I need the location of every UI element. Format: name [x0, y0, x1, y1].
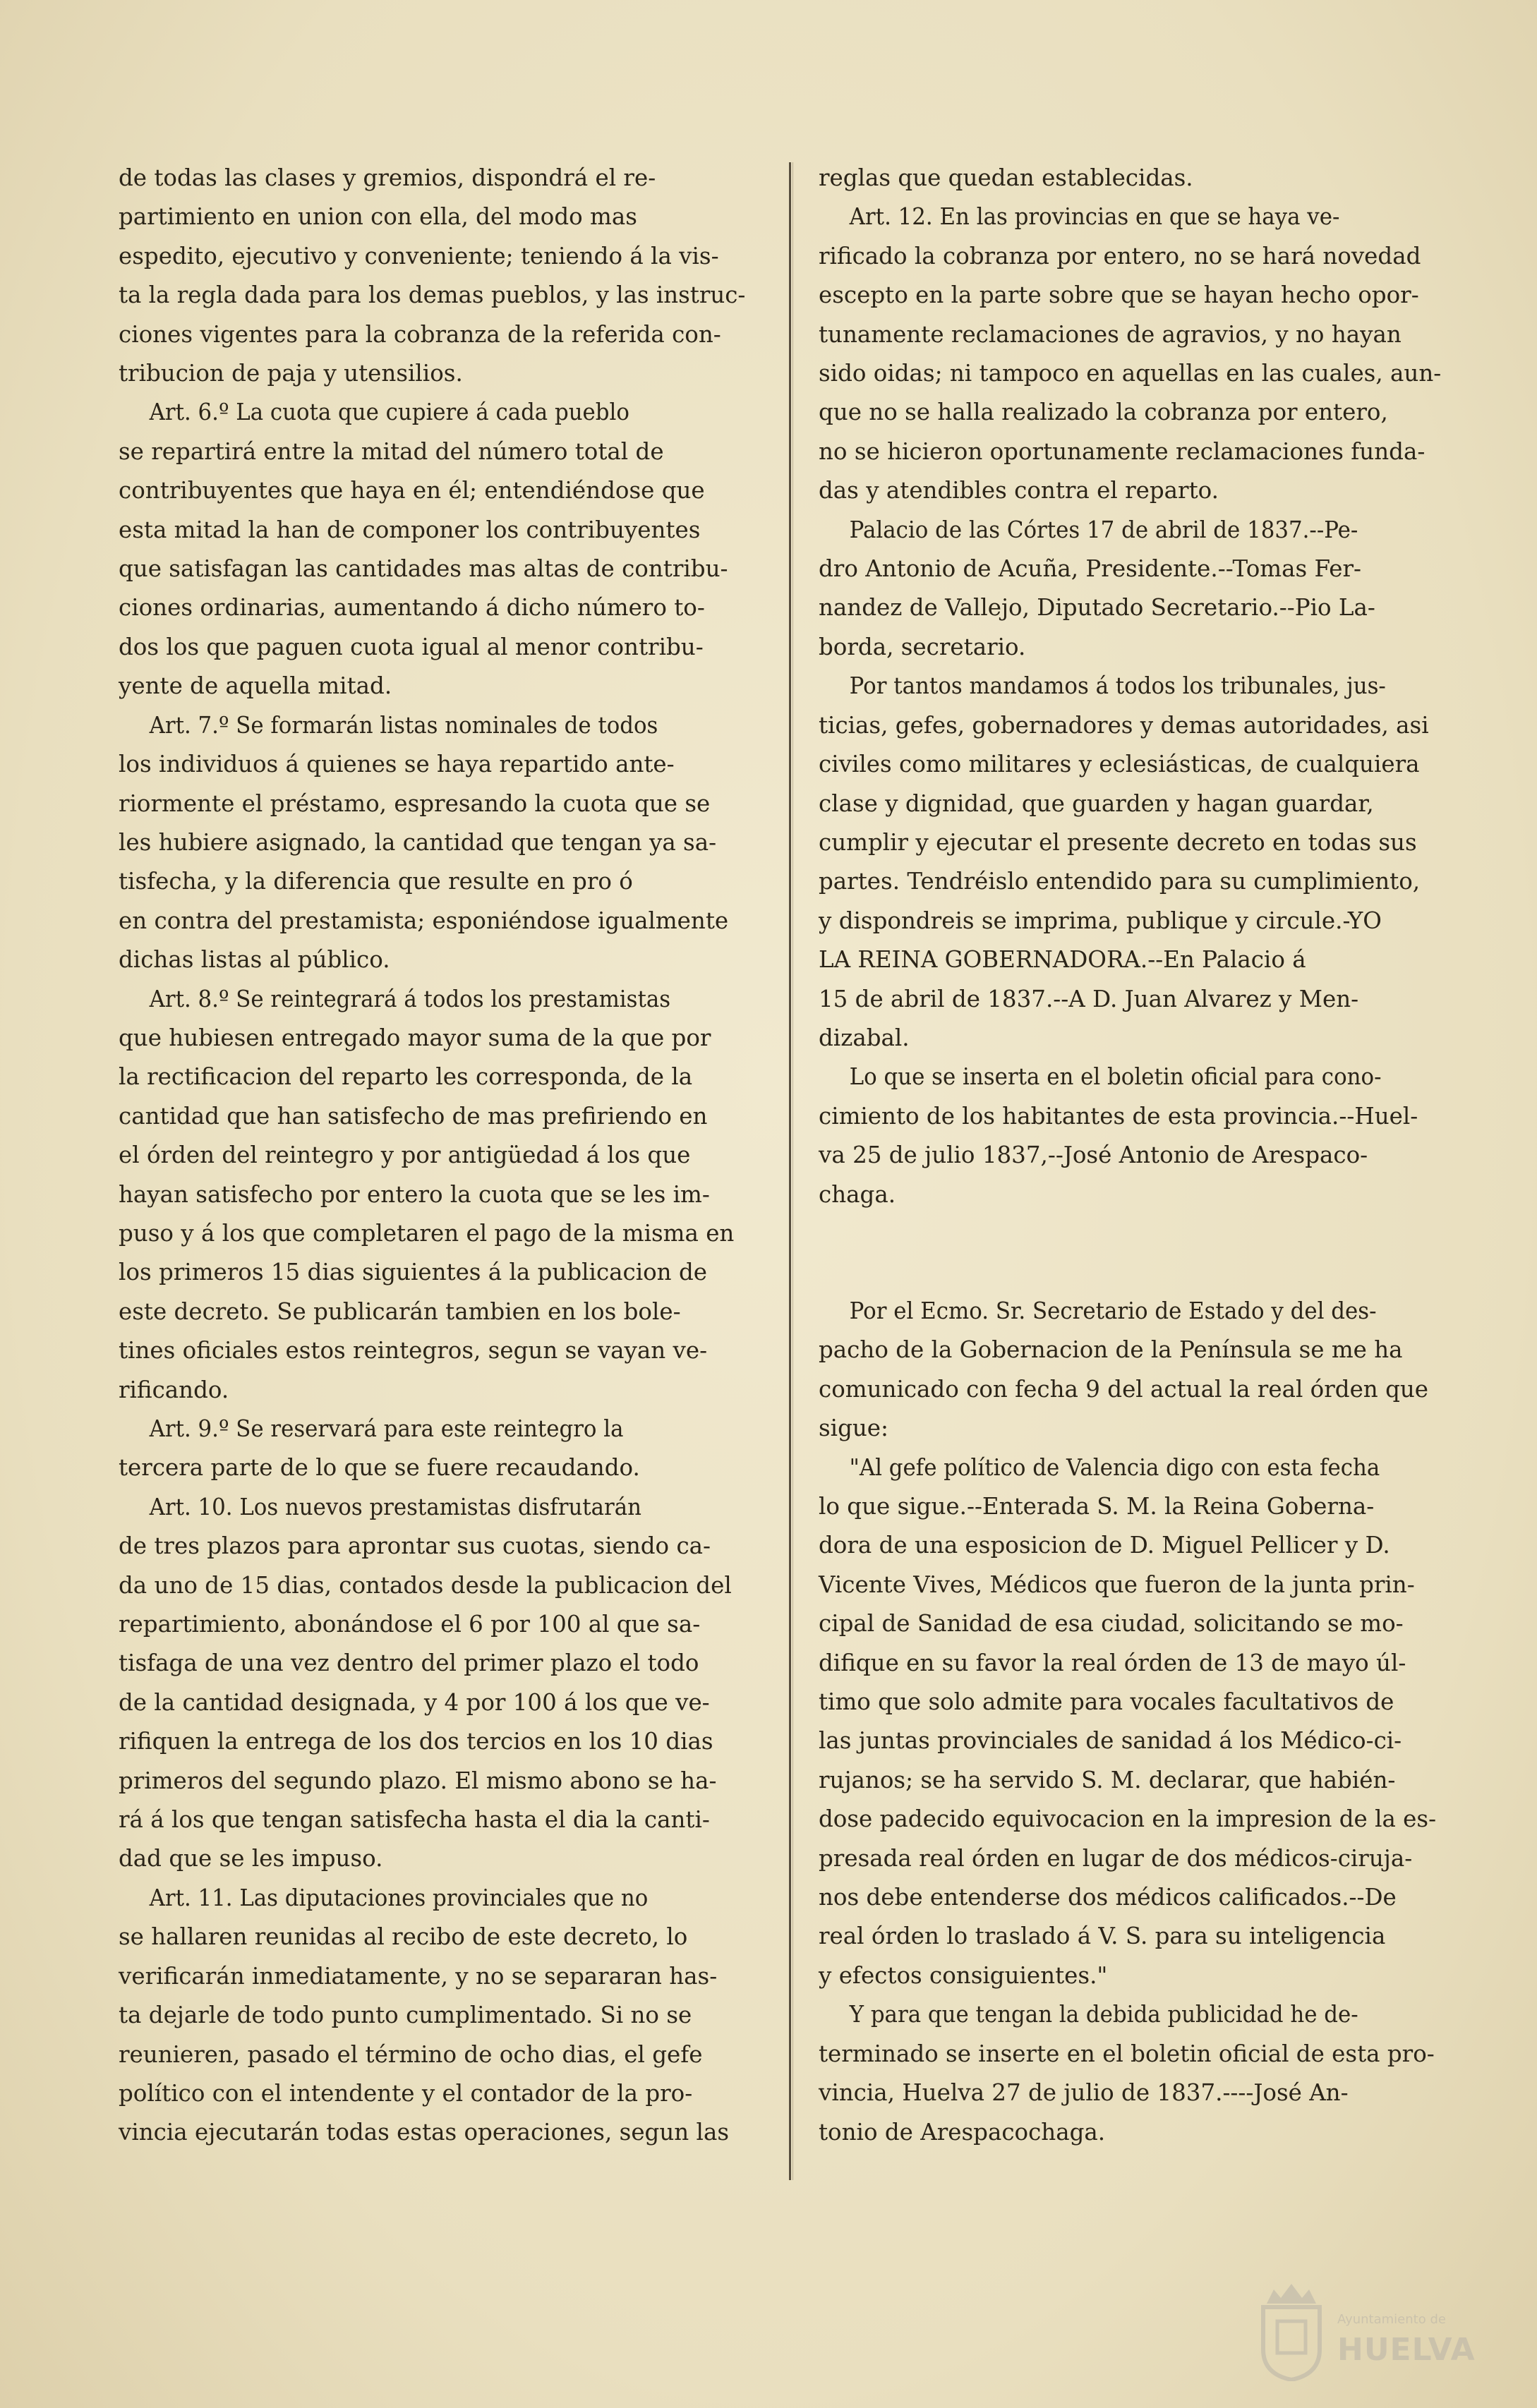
text-line: tines oficiales estos reintegros, segun se vayan ve- [119, 1337, 708, 1365]
text-line: vincia, Huelva 27 de julio de 1837.----José An- [819, 2079, 1349, 2107]
text-line: se repartirá entre la mitad del número total de [119, 437, 664, 465]
text-line: presada real órden en lugar de dos médicos-ciruja- [819, 1844, 1413, 1872]
text-line: rificado la cobranza por entero, no se hará novedad [819, 242, 1421, 270]
text-line: de todas las clases y gremios, dispondrá el re- [119, 164, 656, 191]
text-line: ta dejarle de todo punto cumplimentado. Si no se [119, 2002, 692, 2029]
text-line: LA REINA GOBERNADORA.--En Palacio á [819, 946, 1306, 974]
text-line: de tres plazos para aprontar sus cuotas, siendo ca- [119, 1532, 711, 1560]
text-line: de la cantidad designada, y 4 por 100 á los que ve- [119, 1688, 710, 1716]
text-line: tonio de Arespacochaga. [819, 2118, 1106, 2146]
paragraph [819, 198, 1454, 510]
text-line: Lo que se inserta en el boletin oficial para cono- [849, 1063, 1382, 1091]
text-line: borda, secretario. [819, 633, 1026, 660]
text-line: Art. 9.º Se reservará para este reintegro la [149, 1415, 624, 1442]
text-line: nos debe entenderse dos médicos calificados.--De [819, 1884, 1397, 1911]
watermark-brand: HUELVA [1337, 2332, 1476, 2368]
text-line: rificando. [119, 1376, 229, 1403]
text-line: clase y dignidad, que guarden y hagan guardar, [819, 789, 1374, 817]
text-line: "Al gefe político de Valencia digo con esta fecha [849, 1453, 1380, 1481]
text-line: puso y á los que completaren el pago de la misma en [119, 1219, 735, 1247]
text-line: real órden lo traslado á V. S. para su inteligencia [819, 1923, 1386, 1950]
crest-icon [1253, 2275, 1330, 2381]
left-column [119, 159, 745, 2153]
text-line: partimiento en union con ella, del modo mas [119, 203, 637, 231]
text-line: riormente el préstamo, espresando la cuota que se [119, 789, 711, 817]
column-divider [789, 162, 791, 2180]
text-line: en contra del prestamista; esponiéndose igualmente [119, 907, 729, 934]
text-line: rujanos; se ha servido S. M. declarar, que habién- [819, 1766, 1396, 1793]
text-line: primeros del segundo plazo. El mismo abono se ha- [119, 1767, 717, 1794]
text-line: Art. 8.º Se reintegrará á todos los prestamistas [149, 985, 671, 1012]
paragraph [119, 159, 745, 393]
text-line: contribuyentes que haya en él; entendiéndose que [119, 477, 705, 504]
paragraph [819, 159, 1454, 198]
text-line: ciones vigentes para la cobranza de la referida con- [119, 320, 721, 348]
text-line: la rectificacion del reparto les corresponda, de la [119, 1063, 693, 1091]
text-line: tribucion de paja y utensilios. [119, 360, 463, 387]
text-line: dichas listas al público. [119, 946, 390, 974]
text-line: comunicado con fecha 9 del actual la real órden que [819, 1375, 1429, 1403]
text-line: partes. Tendréislo entendido para su cumplimiento, [819, 868, 1421, 895]
text-line: ticias, gefes, gobernadores y demas autoridades, asi [819, 711, 1429, 739]
text-line: difique en su favor la real órden de 13 de mayo úl- [819, 1649, 1406, 1676]
text-line: Palacio de las Córtes 17 de abril de 1837.--Pe- [849, 516, 1358, 543]
paragraph [819, 511, 1454, 667]
text-line: chaga. [819, 1180, 896, 1208]
text-line: tisfaga de una vez dentro del primer plazo el todo [119, 1650, 699, 1677]
text-line: y efectos consiguientes." [819, 1961, 1108, 1989]
text-line: rá á los que tengan satisfecha hasta el dia la canti- [119, 1806, 710, 1834]
text-line: Art. 10. Los nuevos prestamistas disfrutarán [149, 1493, 641, 1520]
text-line: escepto en la parte sobre que se hayan hecho opor- [819, 282, 1419, 309]
text-line: les hubiere asignado, la cantidad que tengan ya sa- [119, 828, 717, 856]
text-line: cantidad que han satisfecho de mas prefiriendo en [119, 1102, 708, 1130]
text-line: sido oidas; ni tampoco en aquellas en las cuales, aun- [819, 360, 1442, 387]
text-line: sigue: [819, 1415, 888, 1442]
text-line: tisfecha, y la diferencia que resulte en pro ó [119, 868, 633, 895]
text-line: reunieren, pasado el término de ocho dias, el gefe [119, 2040, 703, 2068]
text-line: político con el intendente y el contador de la pro- [119, 2079, 693, 2107]
text-line: Vicente Vives, Médicos que fueron de la junta prin- [819, 1571, 1415, 1598]
text-line: este decreto. Se publicarán tambien en los bole- [119, 1297, 681, 1325]
text-line: verificarán inmediatamente, y no se separaran has- [119, 1962, 718, 1990]
text-line: Art. 12. En las provincias en que se haya ve- [849, 203, 1340, 231]
text-line: y dispondreis se imprima, publique y circule.-YO [819, 907, 1382, 934]
text-line: Por tantos mandamos á todos los tribunales, jus- [849, 672, 1386, 700]
text-line: espedito, ejecutivo y conveniente; teniendo á la vis- [119, 242, 719, 270]
text-line: civiles como militares y eclesiásticas, de cualquiera [819, 751, 1420, 778]
right-column-top [819, 159, 1454, 1214]
paragraph [819, 1058, 1454, 1214]
text-line: nandez de Vallejo, Diputado Secretario.--Pio La- [819, 594, 1375, 622]
text-line: no se hicieron oportunamente reclamaciones funda- [819, 437, 1426, 465]
text-line: ta la regla dada para los demas pueblos, y las instruc- [119, 282, 746, 309]
text-line: cimiento de los habitantes de esta provincia.--Huel- [819, 1102, 1418, 1130]
text-line: tunamente reclamaciones de agravios, y no hayan [819, 320, 1402, 348]
text-line: terminado se inserte en el boletin oficial de esta pro- [819, 2040, 1435, 2067]
text-line: Art. 6.º La cuota que cupiere á cada pueblo [149, 399, 629, 426]
text-line: las juntas provinciales de sanidad á los Médico-ci- [819, 1727, 1402, 1755]
text-line: cumplir y ejecutar el presente decreto en todas sus [819, 828, 1417, 856]
text-line: cipal de Sanidad de esa ciudad, solicitando se mo- [819, 1610, 1404, 1638]
text-line: tercera parte de lo que se fuere recaudando. [119, 1454, 640, 1482]
text-line: das y atendibles contra el reparto. [819, 477, 1219, 504]
paragraph [119, 1879, 745, 2153]
text-line: vincia ejecutarán todas estas operaciones, segun las [119, 2119, 729, 2146]
text-line: que no se halla realizado la cobranza por entero, [819, 399, 1388, 426]
text-line: pacho de la Gobernacion de la Península se me ha [819, 1336, 1403, 1364]
text-line: 15 de abril de 1837.--A D. Juan Alvarez y Men- [819, 985, 1359, 1012]
ayuntamiento-huelva-watermark [1253, 2261, 1493, 2385]
text-line: yente de aquella mitad. [119, 672, 392, 700]
text-line: dad que se les impuso. [119, 1845, 383, 1872]
text-line: ciones ordinarias, aumentando á dicho número to- [119, 594, 705, 622]
text-line: reglas que quedan establecidas. [819, 164, 1193, 191]
text-line: Y para que tengan la debida publicidad he de- [849, 2001, 1358, 2028]
paragraph [119, 980, 745, 1410]
text-line: se hallaren reunidas al recibo de este decreto, lo [119, 1923, 688, 1951]
paragraph [819, 1995, 1454, 2152]
text-line: que satisfagan las cantidades mas altas de contribu- [119, 555, 728, 583]
right-column-bottom [819, 1292, 1454, 2152]
text-line: dos los que paguen cuota igual al menor contribu- [119, 633, 704, 660]
text-line: Art. 11. Las diputaciones provinciales que no [149, 1884, 649, 1911]
text-line: que hubiesen entregado mayor suma de la que por [119, 1024, 711, 1051]
right-column [819, 159, 1454, 2152]
text-line: Art. 7.º Se formarán listas nominales de todos [149, 711, 658, 739]
text-line: rifiquen la entrega de los dos tercios en los 10 dias [119, 1728, 713, 1755]
text-line: timo que solo admite para vocales facultativos de [819, 1688, 1394, 1716]
text-line: dora de una esposicion de D. Miguel Pellicer y D. [819, 1532, 1390, 1559]
text-line: dro Antonio de Acuña, Presidente.--Tomas Fer- [819, 555, 1361, 583]
text-line: hayan satisfecho por entero la cuota que se les im- [119, 1180, 710, 1208]
paragraph [119, 706, 745, 980]
text-line: el órden del reintegro y por antigüedad á los que [119, 1142, 691, 1169]
paragraph [819, 1448, 1454, 1996]
text-line: lo que sigue.--Enterada S. M. la Reina Goberna- [819, 1493, 1375, 1520]
text-line: dose padecido equivocacion en la impresion de la es- [819, 1805, 1437, 1833]
paragraph [819, 667, 1454, 1058]
column-divider-shadow [792, 162, 793, 2180]
text-line: Por el Ecmo. Sr. Secretario de Estado y del des- [849, 1297, 1377, 1324]
text-line: los primeros 15 dias siguientes á la publicacion de [119, 1259, 707, 1286]
paragraph [119, 1488, 745, 1879]
text-line: los individuos á quienes se haya repartido ante- [119, 751, 675, 778]
text-line: repartimiento, abonándose el 6 por 100 al que sa- [119, 1611, 701, 1638]
text-line: esta mitad la han de componer los contribuyentes [119, 516, 701, 543]
watermark-subtitle: Ayuntamiento de [1337, 2312, 1446, 2327]
paragraph [119, 393, 745, 706]
paragraph [819, 1292, 1454, 1448]
paragraph [119, 1410, 745, 1488]
text-line: da uno de 15 dias, contados desde la publicacion del [119, 1571, 732, 1599]
section-gap [819, 1214, 1454, 1292]
text-line: dizabal. [819, 1024, 910, 1051]
text-line: va 25 de julio 1837,--José Antonio de Arespaco- [819, 1142, 1368, 1169]
